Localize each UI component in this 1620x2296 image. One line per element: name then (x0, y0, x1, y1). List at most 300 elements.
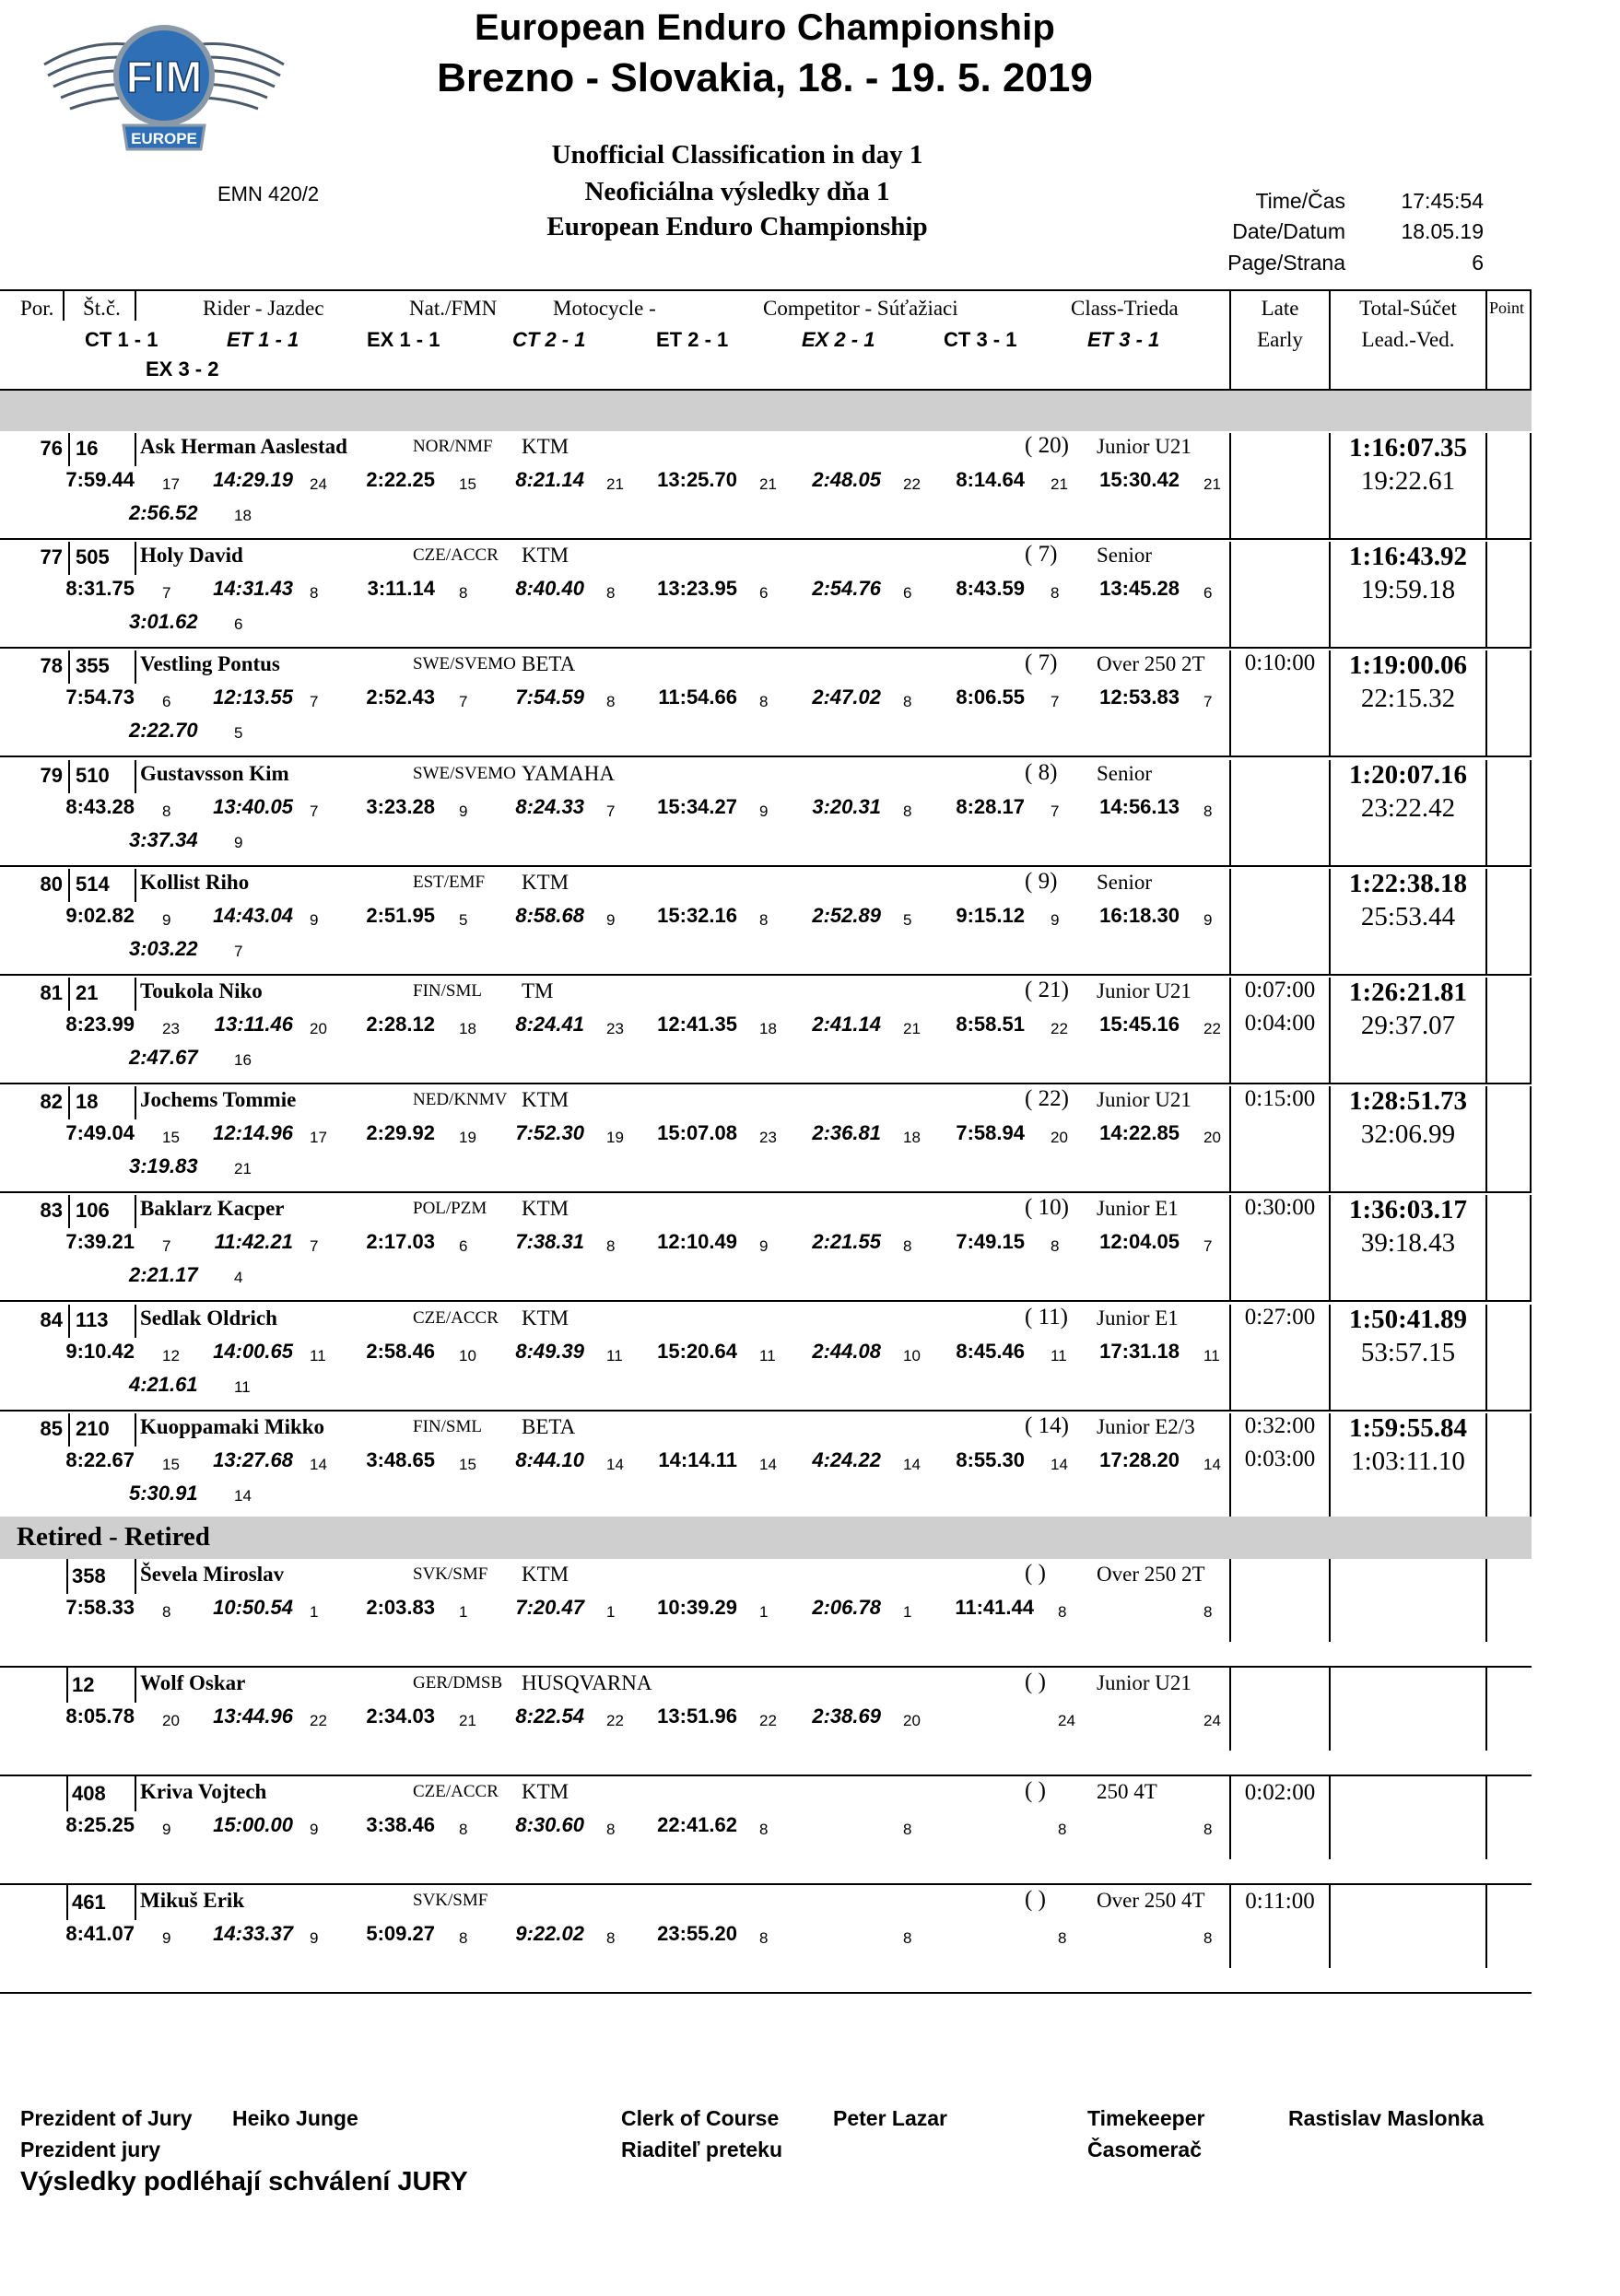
col-divider (135, 1776, 136, 1811)
stage-rank: 8 (1203, 1929, 1213, 1947)
stage-time: 8:05.78 (65, 1704, 135, 1728)
retired-heading: Retired - Retired (17, 1522, 210, 1552)
stage-rank: 21 (903, 1020, 921, 1037)
clerk-name: Peter Lazar (833, 2106, 948, 2130)
stage-rank: 14 (1203, 1456, 1221, 1473)
stage-time: 15:34.27 (657, 795, 737, 818)
stage-rank: 22 (903, 475, 921, 493)
col-header-test: CT 1 - 1 (85, 328, 158, 351)
rider-position: 85 (40, 1417, 63, 1440)
stage-rank: 20 (162, 1712, 180, 1729)
stage-time: 13:51.96 (657, 1704, 737, 1728)
stage-time: 2:29.92 (366, 1121, 435, 1144)
stage-time: 9:10.42 (65, 1340, 135, 1363)
col-divider (135, 760, 136, 793)
stage-rank: 1 (606, 1603, 616, 1621)
col-divider (66, 1776, 68, 1811)
stage-time: 7:49.04 (65, 1121, 135, 1144)
col-divider (66, 1885, 68, 1920)
stage-time: 17:31.18 (1099, 1340, 1180, 1363)
rider-number: 210 (76, 1417, 110, 1440)
rider-position: 84 (40, 1308, 63, 1331)
stage-time: 2:22.70 (129, 719, 198, 742)
stage-time: 2:47.67 (129, 1046, 198, 1069)
stage-rank: 18 (903, 1129, 921, 1146)
stage-time: 2:51.95 (366, 904, 435, 927)
stage-rank: 1 (903, 1603, 912, 1621)
col-divider (1485, 1668, 1487, 1751)
stage-time: 8:25.25 (65, 1813, 135, 1836)
stage-rank: 23 (759, 1129, 777, 1146)
stage-rank: 5 (234, 724, 243, 742)
stage-rank: 7 (459, 693, 468, 710)
col-header-rider: Rider - Jazdec (203, 297, 324, 320)
stage-rank: 18 (759, 1020, 777, 1037)
rider-fmn: CZE/ACCR (413, 545, 499, 565)
stage-rank: 1 (310, 1603, 319, 1621)
stage-rank: 6 (234, 615, 243, 633)
stage-rank: 9 (234, 834, 243, 851)
stage-rank: 19 (459, 1129, 476, 1146)
stage-rank: 8 (459, 584, 468, 602)
class-position: ( 20) (1025, 433, 1069, 458)
motorcycle: KTM (522, 435, 569, 458)
stage-rank: 6 (759, 584, 769, 602)
stage-rank: 11 (606, 1347, 623, 1365)
stage-rank: 7 (606, 802, 616, 820)
stage-time: 2:47.02 (812, 685, 881, 709)
rider-fmn: EST/EMF (413, 873, 486, 892)
class-position: ( 11) (1025, 1305, 1068, 1330)
motorcycle: KTM (522, 1563, 569, 1586)
stage-rank: 11 (759, 1347, 776, 1365)
stage-rank: 20 (903, 1712, 921, 1729)
total-time: 1:59:55.84 (1348, 1413, 1468, 1443)
stage-rank: 8 (903, 1237, 912, 1255)
col-divider (1485, 1086, 1487, 1193)
early-penalty: 0:03:00 (1244, 1447, 1316, 1471)
stage-time: 9:22.02 (515, 1922, 584, 1945)
stage-time: 2:56.52 (129, 501, 198, 524)
col-header-competitor: Competitor - Súťažiaci (763, 297, 958, 320)
col-header-por: Por. (20, 297, 54, 320)
class-position: ( ) (1025, 1561, 1046, 1586)
stage-rank: 17 (310, 1129, 327, 1146)
stage-rank: 20 (1051, 1129, 1068, 1146)
stage-time: 7:54.59 (515, 685, 584, 709)
stage-time: 7:54.73 (65, 685, 135, 709)
stage-time: 2:38.69 (812, 1704, 881, 1728)
total-time: 1:16:43.92 (1348, 542, 1468, 571)
header-top-rule (0, 289, 1532, 291)
stage-time: 2:28.12 (366, 1013, 435, 1036)
col-divider (135, 1195, 136, 1228)
col-header-moto: Motocycle - (553, 297, 656, 320)
stage-time: 8:14.64 (956, 468, 1025, 491)
stage-time: 8:30.60 (515, 1813, 584, 1836)
stage-rank: 18 (459, 1020, 476, 1037)
stage-time: 7:58.33 (65, 1596, 135, 1619)
stage-rank: 18 (234, 507, 252, 524)
rider-fmn: GER/DMSB (413, 1673, 503, 1693)
total-time: 1:19:00.06 (1348, 650, 1468, 680)
col-divider (135, 1413, 136, 1447)
col-divider (68, 1195, 70, 1228)
col-header-test: ET 3 - 1 (1087, 328, 1160, 351)
col-divider (66, 1668, 68, 1703)
class-name: Junior E1 (1097, 1306, 1179, 1330)
col-divider (135, 433, 136, 466)
stage-time: 2:03.83 (366, 1596, 435, 1619)
rider-fmn: SWE/SVEMO (413, 764, 516, 783)
rider-number: 12 (72, 1673, 95, 1696)
col-divider (1485, 1413, 1487, 1520)
stage-time: 13:44.96 (213, 1704, 293, 1728)
svg-text:FIM: FIM (125, 53, 203, 102)
col-divider (135, 978, 136, 1011)
jury-approval-note: Výsledky podléhají schválení JURY (20, 2167, 468, 2196)
stage-rank: 14 (234, 1487, 252, 1505)
stage-time: 8:24.41 (515, 1013, 584, 1036)
total-time: 1:16:07.35 (1348, 433, 1468, 463)
stage-time: 8:06.55 (956, 685, 1025, 709)
stage-time: 8:43.28 (65, 795, 135, 818)
stage-time: 2:52.43 (366, 685, 435, 709)
class-position: ( 7) (1025, 542, 1058, 567)
col-divider (135, 869, 136, 902)
col-divider (68, 1413, 70, 1447)
jury-name: Heiko Junge (232, 2106, 358, 2130)
stage-rank: 24 (1058, 1712, 1075, 1729)
championship-name: European Enduro Championship (546, 212, 928, 241)
col-divider (68, 433, 70, 466)
col-header-lead: Lead.-Ved. (1361, 328, 1455, 351)
stage-time: 13:23.95 (657, 577, 737, 600)
col-divider (1485, 289, 1487, 391)
col-divider (1229, 542, 1231, 649)
col-divider (1530, 869, 1532, 976)
stage-rank: 8 (903, 1929, 912, 1947)
stage-time: 2:44.08 (812, 1340, 881, 1363)
rider-name: Wolf Oskar (140, 1671, 246, 1694)
row-bottom-rule (0, 1666, 1532, 1668)
rider-position: 81 (40, 981, 63, 1004)
late-penalty: 0:02:00 (1244, 1780, 1316, 1805)
stage-rank: 21 (1203, 475, 1221, 493)
stage-rank: 15 (162, 1129, 180, 1146)
col-divider (1530, 1195, 1532, 1302)
stage-time: 5:30.91 (129, 1482, 198, 1505)
rider-position: 78 (40, 654, 63, 677)
stage-time: 3:37.34 (129, 828, 198, 851)
stage-time: 13:27.68 (213, 1448, 293, 1471)
col-divider (135, 1086, 136, 1119)
stage-rank: 17 (162, 475, 180, 493)
stage-rank: 22 (310, 1712, 327, 1729)
stage-time: 14:00.65 (213, 1340, 293, 1363)
stage-rank: 5 (459, 911, 468, 929)
stage-time: 8:44.10 (515, 1448, 584, 1471)
stage-rank: 7 (310, 693, 319, 710)
row-bottom-rule (0, 1992, 1532, 1994)
stage-time: 8:23.99 (65, 1013, 135, 1036)
stage-time: 3:03.22 (129, 937, 198, 960)
rider-number: 18 (76, 1090, 99, 1113)
stage-time: 16:18.30 (1099, 904, 1180, 927)
rider-name: Holy David (140, 544, 243, 567)
rider-number: 106 (76, 1199, 110, 1222)
rider-fmn: FIN/SML (413, 981, 482, 1001)
stage-rank: 1 (759, 1603, 769, 1621)
stage-rank: 23 (162, 1020, 180, 1037)
stage-time: 7:49.15 (956, 1230, 1025, 1253)
svg-text:EUROPE: EUROPE (131, 130, 197, 147)
rider-name: Sedlak Oldrich (140, 1306, 277, 1330)
stage-time: 2:41.14 (812, 1013, 881, 1036)
rider-number: 113 (76, 1308, 109, 1331)
class-name: Senior (1097, 871, 1153, 894)
row-bottom-rule (0, 1191, 1532, 1193)
timekeeper-label: Timekeeper (1087, 2106, 1205, 2130)
stage-time: 23:55.20 (657, 1922, 737, 1945)
stage-time: 15:07.08 (657, 1121, 737, 1144)
col-divider (1530, 978, 1532, 1084)
late-penalty: 0:27:00 (1244, 1305, 1316, 1330)
stage-time: 13:25.70 (657, 468, 737, 491)
stage-time: 2:48.05 (812, 468, 881, 491)
stage-rank: 7 (310, 1237, 319, 1255)
stage-time: 8:22.67 (65, 1448, 135, 1471)
col-divider (1530, 1086, 1532, 1193)
stage-time: 2:52.89 (812, 904, 881, 927)
row-bottom-rule (0, 865, 1532, 867)
stage-time: 14:43.04 (213, 904, 293, 927)
stage-rank: 8 (1203, 802, 1213, 820)
class-name: 250 4T (1097, 1780, 1157, 1803)
col-header-test: CT 3 - 1 (944, 328, 1017, 351)
stage-time: 11:54.66 (658, 685, 737, 709)
stage-rank: 8 (606, 1929, 616, 1947)
stage-rank: 14 (903, 1456, 921, 1473)
stage-rank: 7 (310, 802, 319, 820)
stage-time: 7:38.31 (515, 1230, 584, 1253)
stage-rank: 9 (606, 911, 616, 929)
class-position: ( 9) (1025, 869, 1058, 894)
rider-number: 408 (72, 1782, 106, 1805)
stage-rank: 21 (234, 1160, 252, 1177)
stage-rank: 1 (459, 1603, 468, 1621)
stage-rank: 8 (759, 693, 769, 710)
early-penalty: 0:04:00 (1244, 1011, 1316, 1036)
motorcycle: HUSQVARNA (522, 1671, 652, 1694)
col-divider (1485, 1305, 1487, 1412)
stage-rank: 12 (162, 1347, 180, 1365)
rider-name: Toukola Niko (140, 979, 263, 1002)
stage-rank: 22 (759, 1712, 777, 1729)
stage-time: 12:10.49 (657, 1230, 737, 1253)
total-time: 1:22:38.18 (1348, 869, 1468, 898)
stage-time: 22:41.62 (657, 1813, 737, 1836)
stage-rank: 10 (903, 1347, 921, 1365)
lead-gap: 25:53.44 (1360, 902, 1456, 931)
stage-rank: 9 (310, 1929, 319, 1947)
stage-rank: 8 (459, 1821, 468, 1838)
late-penalty: 0:15:00 (1244, 1086, 1316, 1111)
stage-time: 15:20.64 (657, 1340, 737, 1363)
classification-en: Unofficial Classification in day 1 (551, 140, 923, 170)
stage-time: 14:14.11 (658, 1448, 737, 1471)
stage-rank: 8 (162, 1603, 171, 1621)
col-divider (1485, 433, 1487, 540)
rider-number: 16 (76, 437, 99, 460)
class-name: Senior (1097, 762, 1153, 785)
col-divider (68, 1305, 70, 1338)
class-position: ( 14) (1025, 1413, 1069, 1438)
col-divider (1485, 1559, 1487, 1642)
stage-time: 2:36.81 (812, 1121, 881, 1144)
stage-time: 12:14.96 (213, 1121, 293, 1144)
jury-label-sk: Prezident jury (20, 2138, 161, 2161)
stage-time: 11:41.44 (955, 1596, 1034, 1619)
col-divider (1485, 1195, 1487, 1302)
stage-time: 13:45.28 (1099, 577, 1180, 600)
class-name: Junior U21 (1097, 1088, 1192, 1111)
document-code: EMN 420/2 (217, 182, 320, 205)
rider-name: Ask Herman Aaslestad (140, 435, 347, 458)
stage-rank: 8 (606, 1237, 616, 1255)
col-divider (1485, 869, 1487, 976)
col-divider (1485, 1776, 1487, 1859)
stage-rank: 9 (759, 802, 769, 820)
motorcycle: KTM (522, 1197, 569, 1220)
rider-fmn: SWE/SVEMO (413, 654, 516, 674)
stage-rank: 8 (1058, 1929, 1067, 1947)
stage-time: 10:39.29 (657, 1596, 737, 1619)
stage-rank: 9 (459, 802, 468, 820)
stage-time: 9:02.82 (65, 904, 135, 927)
motorcycle: YAMAHA (522, 762, 615, 785)
col-divider (135, 1668, 136, 1703)
stage-rank: 8 (162, 802, 171, 820)
stage-time: 2:22.25 (366, 468, 435, 491)
jury-label: Prezident of Jury (20, 2106, 193, 2130)
stage-rank: 23 (606, 1020, 624, 1037)
stage-rank: 11 (1203, 1347, 1220, 1365)
stage-rank: 8 (759, 911, 769, 929)
stage-time: 17:28.20 (1099, 1448, 1180, 1471)
stage-time: 7:52.30 (515, 1121, 584, 1144)
stage-rank: 7 (1051, 802, 1060, 820)
col-divider (1229, 869, 1231, 976)
class-position: ( 10) (1025, 1195, 1069, 1220)
rider-position: 77 (40, 545, 63, 568)
stage-time: 3:11.14 (367, 577, 435, 600)
stage-rank: 22 (1203, 1020, 1221, 1037)
stage-time: 12:53.83 (1099, 685, 1180, 709)
row-bottom-rule (0, 538, 1532, 540)
row-bottom-rule (0, 1410, 1532, 1412)
meta-page-label: Page/Strana (1227, 251, 1345, 275)
stage-rank: 20 (1203, 1129, 1221, 1146)
stage-time: 2:58.46 (366, 1340, 435, 1363)
stage-time: 14:33.37 (213, 1922, 293, 1945)
stage-time: 8:58.68 (515, 904, 584, 927)
col-divider (135, 1305, 136, 1338)
stage-time: 8:58.51 (956, 1013, 1025, 1036)
meta-time-value: 17:45:54 (1401, 189, 1484, 213)
stage-rank: 9 (162, 1929, 171, 1947)
stage-time: 8:21.14 (515, 468, 584, 491)
stage-rank: 8 (759, 1929, 769, 1947)
class-position: ( 8) (1025, 760, 1058, 785)
event-subtitle: Brezno - Slovakia, 18. - 19. 5. 2019 (437, 55, 1093, 100)
stage-time: 2:17.03 (366, 1230, 435, 1253)
row-bottom-rule (0, 974, 1532, 976)
stage-rank: 21 (459, 1712, 476, 1729)
motorcycle: BETA (522, 1415, 576, 1438)
rider-fmn: CZE/ACCR (413, 1308, 499, 1328)
total-time: 1:20:07.16 (1348, 760, 1468, 790)
stage-rank: 8 (903, 693, 912, 710)
stage-rank: 8 (903, 1821, 912, 1838)
stage-time: 2:21.55 (812, 1230, 881, 1253)
stage-rank: 9 (162, 911, 171, 929)
stage-time: 4:21.61 (129, 1373, 198, 1396)
stage-time: 12:13.55 (213, 685, 293, 709)
stage-rank: 7 (162, 584, 171, 602)
fim-europe-logo (35, 9, 293, 168)
col-header-test: EX 1 - 1 (367, 328, 440, 351)
stage-time: 13:11.46 (214, 1013, 293, 1036)
col-header-test: EX 2 - 1 (802, 328, 875, 351)
lead-gap: 29:37.07 (1360, 1011, 1456, 1040)
stage-time: 2:21.17 (129, 1263, 198, 1286)
rider-name: Kuoppamaki Mikko (140, 1415, 325, 1438)
stage-time: 2:54.76 (812, 577, 881, 600)
rider-position: 76 (40, 437, 63, 460)
stage-rank: 6 (162, 693, 171, 710)
rider-name: Baklarz Kacper (140, 1197, 285, 1220)
stage-time: 13:40.05 (213, 795, 293, 818)
stage-time: 7:59.44 (65, 468, 135, 491)
class-position: ( ) (1025, 1669, 1046, 1694)
championship-title: European Enduro Championship (474, 7, 1056, 48)
col-divider (68, 760, 70, 793)
total-time: 1:26:21.81 (1348, 978, 1468, 1007)
row-bottom-rule (0, 1083, 1532, 1084)
class-name: Over 250 2T (1097, 652, 1205, 675)
stage-rank: 7 (162, 1237, 171, 1255)
stage-time: 8:41.07 (65, 1922, 135, 1945)
motorcycle: KTM (522, 1306, 569, 1330)
lead-gap: 19:59.18 (1360, 575, 1456, 604)
stage-rank: 8 (606, 693, 616, 710)
stage-time: 8:31.75 (65, 577, 135, 600)
stage-rank: 8 (759, 1821, 769, 1838)
col-divider (66, 1559, 68, 1594)
rider-number: 358 (72, 1564, 106, 1587)
stage-time: 3:48.65 (366, 1448, 435, 1471)
stage-time: 3:38.46 (366, 1813, 435, 1836)
stage-rank: 9 (759, 1237, 769, 1255)
col-divider (1530, 1413, 1532, 1520)
total-time: 1:36:03.17 (1348, 1195, 1468, 1224)
lead-gap: 53:57.15 (1360, 1338, 1456, 1367)
col-divider (63, 289, 65, 321)
class-position: ( 21) (1025, 978, 1069, 1002)
col-divider (1530, 650, 1532, 757)
class-name: Over 250 4T (1097, 1889, 1205, 1912)
